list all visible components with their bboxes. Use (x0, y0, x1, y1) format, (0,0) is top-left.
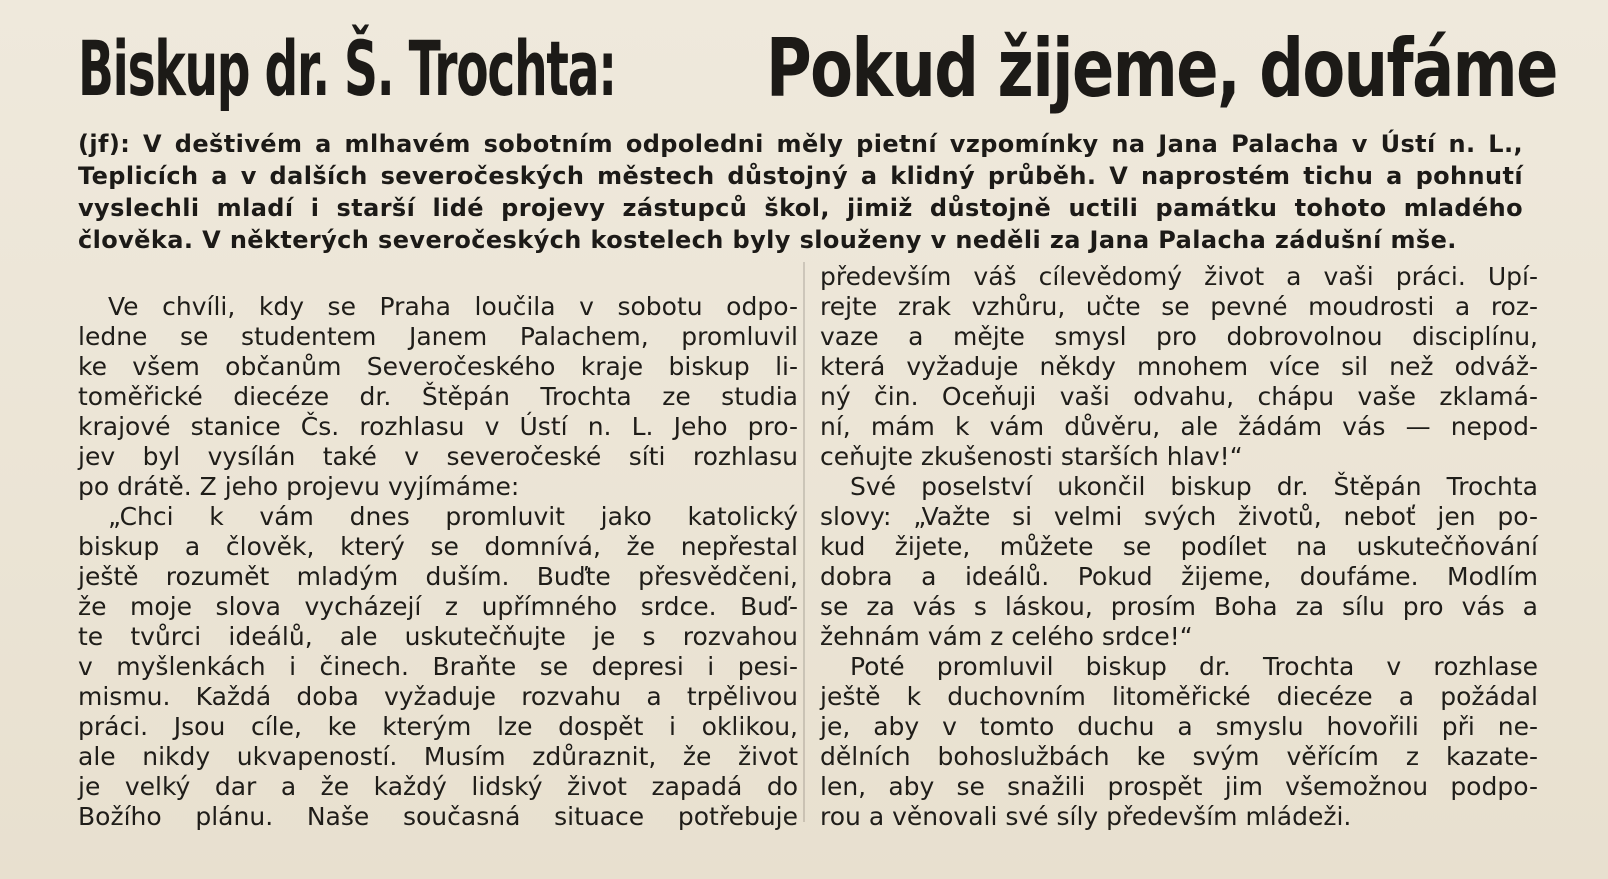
article-line: v myšlenkách i činech. Braňte se depresi i pesi- (78, 652, 798, 681)
article-line: Božího plánu. Naše současná situace potřebuje (78, 802, 798, 831)
article-line: ještě k duchovním litoměřické diecéze a požádal (820, 682, 1538, 711)
article-lead (78, 128, 1523, 256)
article-line: se za vás s láskou, prosím Boha za sílu pro vás a (820, 592, 1538, 621)
article-line: která vyžaduje někdy mnohem více sil než odváž- (820, 352, 1538, 381)
article-line: biskup a člověk, který se domnívá, že nepřestal (78, 532, 798, 561)
article-line: len, aby se snažili prospět jim všemožnou podpo- (820, 772, 1538, 801)
article-line: vaze a mějte smysl pro dobrovolnou disciplínu, (820, 322, 1538, 351)
article-line: toměřické diecéze dr. Štěpán Trochta ze studia (78, 382, 798, 411)
article-line: především váš cílevědomý život a vaši práci. Upí- (820, 262, 1538, 291)
article-line: po drátě. Z jeho projevu vyjímáme: (78, 472, 520, 501)
article-line: je velký dar a že každý lidský život zapadá do (78, 772, 798, 801)
article-column-right (820, 262, 1538, 832)
article-line: ceňujte zkušenosti starších hlav!“ (820, 442, 1243, 471)
article-line: ke všem občanům Severočeského kraje biskup li- (78, 352, 798, 381)
article-line: žehnám vám z celého srdce!“ (820, 622, 1193, 651)
article-column-left (78, 292, 798, 832)
article-line: ale nikdy ukvapeností. Musím zdůraznit, že život (78, 742, 798, 771)
article-line: krajové stanice Čs. rozhlasu v Ústí n. L. Jeho pro- (78, 412, 798, 441)
article-line: ní, mám k vám důvěru, ale žádám vás — nepod- (820, 412, 1538, 441)
article-line: práci. Jsou cíle, ke kterým lze dospět i oklikou, (78, 712, 798, 741)
column-divider (803, 262, 805, 822)
article-line: ještě rozumět mladým duším. Buďte přesvědčeni, (78, 562, 798, 591)
article-line: Své poselství ukončil biskup dr. Štěpán Trochta (850, 472, 1538, 501)
article-line: dělních bohoslužbách ke svým věřícím z kazate- (820, 742, 1538, 771)
headline-speaker: Biskup dr. Š. Trochta: (78, 24, 616, 113)
article-line: kud žijete, můžete se podílet na uskutečňování (820, 532, 1538, 561)
article-line: je, aby v tomto duchu a smyslu hovořili při ne- (820, 712, 1538, 741)
lead-paragraph: (jf): V deštivém a mlhavém sobotním odpoledni měly pietní vzpomínky na Jana Palacha v Ústí n. L., Teplicích a v dalších severočeských městech důstojný a klidný průběh. V naprostém tichu a pohnutí vyslechli mladí i starší lidé projevy zástupců škol, jimiž důstojně uctili památku tohoto mladého člověka. V některých severočeských kostelech byly slouženy v neděli za Jana Palacha zádušní mše. (78, 130, 1523, 254)
article-line: rejte zrak vzhůru, učte se pevné moudrosti a roz- (820, 292, 1538, 321)
article-line: jev byl vysílán také v severočeské síti rozhlasu (78, 442, 798, 471)
article-line: ledne se studentem Janem Palachem, promluvil (78, 322, 798, 351)
article-line: Poté promluvil biskup dr. Trochta v rozhlase (850, 652, 1538, 681)
article-line: Ve chvíli, kdy se Praha loučila v sobotu odpo- (108, 292, 798, 321)
article-line: mismu. Každá doba vyžaduje rozvahu a trpělivou (78, 682, 798, 711)
headline-quote: Pokud žijeme, doufáme (766, 22, 1557, 115)
article-headline (78, 14, 1578, 124)
article-line: slovy: „Važte si velmi svých životů, neboť jen po- (820, 502, 1538, 531)
article-line: že moje slova vycházejí z upřímného srdce. Buď- (78, 592, 798, 621)
article-line: rou a věnovali své síly především mládeži. (820, 802, 1352, 831)
article-line: „Chci k vám dnes promluvit jako katolický (108, 502, 798, 531)
article-line: ný čin. Oceňuji vaši odvahu, chápu vaše zklamá- (820, 382, 1538, 411)
article-line: te tvůrci ideálů, ale uskutečňujte je s rozvahou (78, 622, 798, 651)
article-line: dobra a ideálů. Pokud žijeme, doufáme. Modlím (820, 562, 1538, 591)
